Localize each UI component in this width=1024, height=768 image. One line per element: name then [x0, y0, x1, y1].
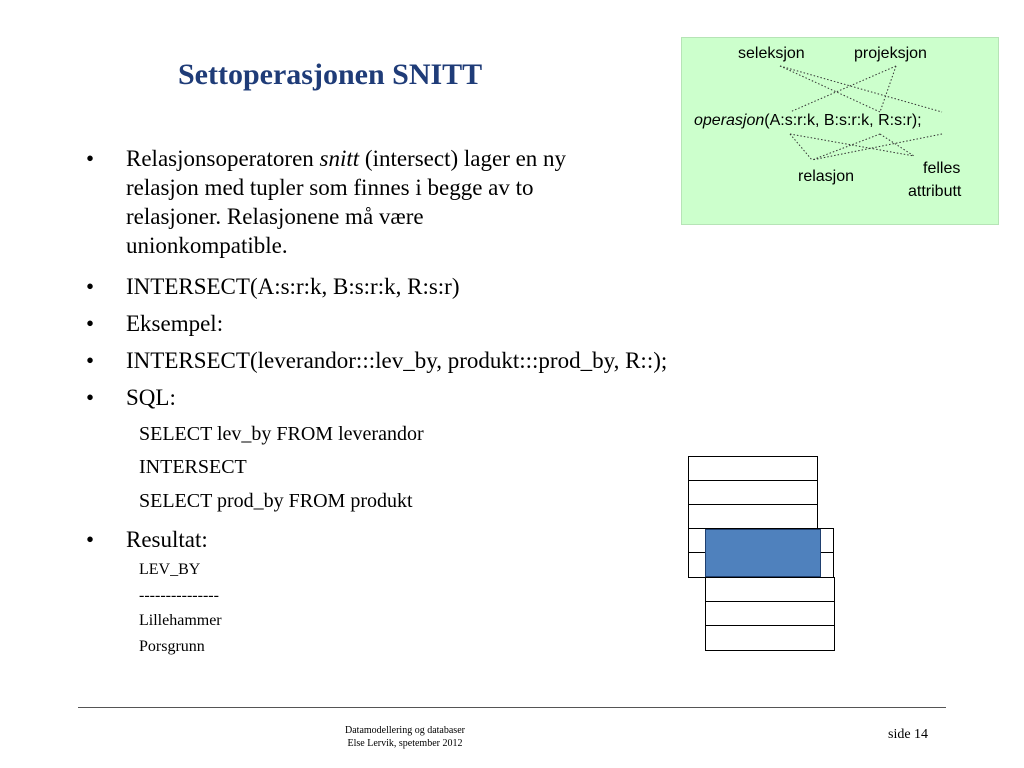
page-title: Settoperasjonen SNITT — [178, 58, 483, 91]
bullet-text-part: (intersect) lager en ny — [359, 146, 567, 171]
result-line: LEV_BY — [139, 561, 201, 578]
bullet-text-line: relasjoner. Relasjonene må være — [126, 204, 424, 229]
operation-syntax-diagram — [681, 37, 999, 225]
bullet-text: SQL: — [126, 385, 176, 410]
sql-line: SELECT lev_by FROM leverandor — [139, 423, 424, 445]
sql-line: SELECT prod_by FROM produkt — [139, 490, 413, 512]
bullet-text: INTERSECT(leverandor:::lev_by, produkt:::prod_by, R::); — [126, 348, 668, 373]
result-line: Porsgrunn — [139, 638, 205, 655]
footer-course: Datamodellering og databaser — [345, 725, 465, 736]
diagram-label-seleksjon: seleksjon — [738, 45, 805, 62]
bullet-text-line: unionkompatible. — [126, 233, 288, 258]
bullet-marker: • — [86, 146, 95, 171]
table-a-row — [688, 504, 818, 529]
intersection-highlight — [705, 529, 821, 577]
bullet-text-line: relasjon med tupler som finnes i begge av to — [126, 175, 534, 200]
bullet-text: Eksempel: — [126, 311, 224, 336]
bullet-text-part: Relasjonsoperatoren — [126, 146, 320, 171]
bullet-marker: • — [86, 385, 95, 410]
bullet-text: Resultat: — [126, 527, 208, 552]
diagram-label-operasjon — [694, 112, 922, 130]
table-a-row — [688, 480, 818, 505]
bullet-marker: • — [86, 348, 95, 373]
bullet-text-italic: snitt — [319, 146, 360, 171]
page-number: side 14 — [888, 727, 929, 742]
bullet-text — [126, 144, 566, 260]
table-b-row — [705, 577, 835, 602]
bullet-marker: • — [86, 527, 95, 552]
diagram-label-relasjon: relasjon — [798, 168, 855, 185]
footer-divider — [78, 707, 946, 708]
bullet-text: INTERSECT(A:s:r:k, B:s:r:k, R:s:r) — [126, 274, 460, 299]
diagram-label-operasjon-args: (A:s:r:k, B:s:r:k, R:s:r); — [764, 112, 922, 129]
bullet-marker: • — [86, 274, 95, 299]
diagram-label-attributt: attributt — [908, 183, 962, 200]
footer-info — [310, 724, 500, 750]
result-line: Lillehammer — [139, 612, 222, 629]
diagram-label-projeksjon: projeksjon — [854, 45, 927, 62]
diagram-label-felles: felles — [923, 160, 961, 177]
result-line: --------------- — [139, 587, 219, 604]
sql-line: INTERSECT — [139, 456, 247, 478]
diagram-label-operasjon-italic: operasjon — [694, 112, 765, 129]
table-b-row — [705, 625, 835, 651]
table-b-row — [705, 601, 835, 626]
table-a-row — [688, 456, 818, 481]
footer-author: Else Lervik, spetember 2012 — [347, 738, 463, 749]
bullet-marker: • — [86, 311, 95, 336]
